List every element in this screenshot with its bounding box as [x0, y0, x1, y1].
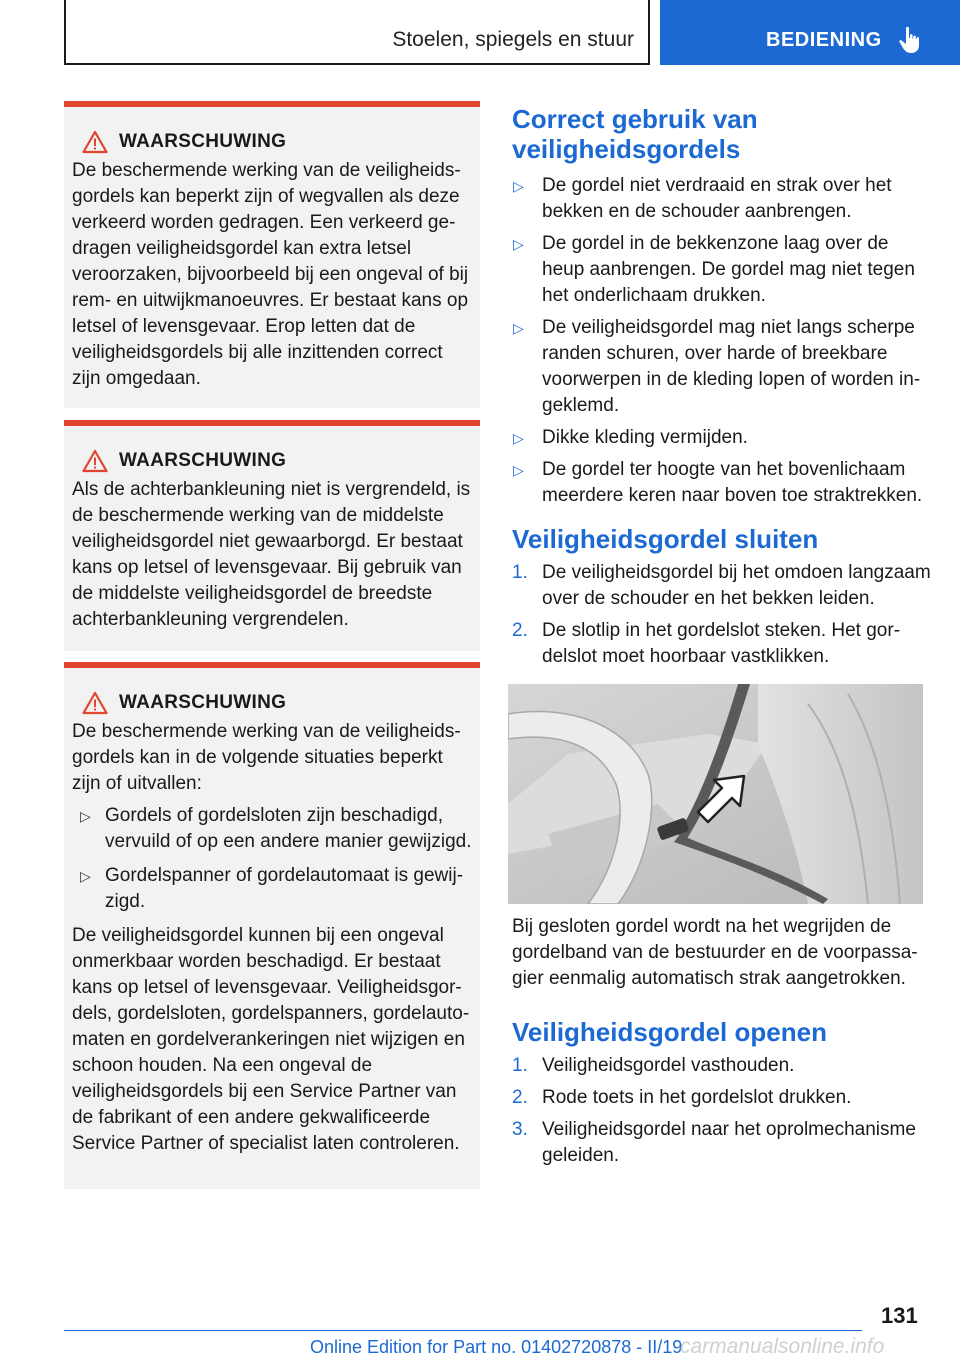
section-heading: Correct gebruik van veiligheidsgordels — [512, 104, 758, 164]
footer-edition: Online Edition for Part no. 01402720878 - II/19 — [310, 1337, 683, 1357]
warning-text: Als de achterbankleuning niet is vergrendeld, is de beschermende werking van de middelste veiligheidsgordel niet gewaarborgd. Er bestaat kans op letsel of levensgevaar. Bij gebruik van de middelste veiligheidsgordel de breedste achterbankleuning vergrendelen. — [72, 479, 471, 630]
warning-outro: De veiligheidsgordel kunnen bij een ongeval onmerkbaar worden beschadigd. Er bestaat kans op letsel of levensgevaar. Veiligheidsgordels, gordelsloten, gordelspanners, gordelautomaten en gordelverankeringen niet wijzigen en schoon houden. Na een ongeval de veiligheidsgordels bij een Service Partner van de fabrikant of een andere gekwalificeerde Service Partner of specialist laten controleren. — [72, 925, 470, 1154]
open-belt-section — [512, 1017, 932, 1175]
seatbelt-photo — [508, 684, 923, 904]
warning-triangle-icon — [82, 449, 108, 473]
list-item: 1. Veiligheidsgordel vasthouden. — [512, 1055, 795, 1076]
header-chapter-tab — [660, 0, 960, 65]
close-belt-section — [512, 524, 932, 676]
close-belt-caption: Bij gesloten gordel wordt na het wegrijden de gordelband van de bestuurder en de voorpassagier eenmalig automatisch strak aangetrokken. — [512, 916, 918, 989]
section-heading: Veiligheidsgordel sluiten — [512, 524, 819, 554]
warning-box-1 — [64, 101, 480, 408]
seatbelt-illustration — [508, 684, 923, 904]
list-item: ▷ Dikke kleding vermijden. — [512, 425, 932, 451]
list-item: 2. De slotlip in het gordelslot steken. Het gordelslot moet hoorbaar vastklikken. — [512, 620, 901, 667]
triangle-bullet-icon: ▷ — [80, 808, 91, 824]
header-section-tab — [64, 0, 650, 65]
list-item: 3. Veiligheidsgordel naar het oprolmechanisme geleiden. — [512, 1119, 916, 1166]
list-item: 1. De veiligheidsgordel bij het omdoen langzaam over de schouder en het bekken leiden. — [512, 562, 931, 609]
open-belt-steps — [512, 1053, 932, 1169]
warning-title: WAARSCHUWING — [119, 450, 287, 471]
list-item: ▷ De gordel ter hoogte van het bovenlichaam meerdere keren naar boven toe straktrekken. — [513, 459, 923, 506]
warning-box-3 — [64, 662, 480, 1189]
warning-box-2 — [64, 420, 480, 651]
list-item: ▷ De gordel in de bekkenzone laag over de heup aanbrengen. De gordel mag niet tegen het onderlichaam drukken. — [513, 233, 915, 306]
triangle-bullet-icon: ▷ — [513, 320, 524, 336]
warning-title: WAARSCHUWING — [119, 692, 287, 713]
hand-pointer-icon — [898, 26, 922, 54]
triangle-bullet-icon: ▷ — [513, 462, 524, 478]
triangle-bullet-icon: ▷ — [513, 178, 524, 194]
list-item: ▷ Gordels of gordelsloten zijn beschadigd, vervuild of op een andere manier gewijzigd. — [80, 805, 472, 852]
correct-use-list — [512, 173, 932, 509]
footer-divider — [64, 1330, 862, 1331]
list-item: 2. Rode toets in het gordelslot drukken. — [512, 1087, 852, 1108]
warning-title: WAARSCHUWING — [119, 131, 287, 152]
watermark: carmanualsonline.info — [680, 1335, 885, 1358]
triangle-bullet-icon: ▷ — [513, 236, 524, 252]
chapter-title: BEDIENING — [766, 29, 882, 51]
close-belt-steps — [512, 560, 932, 670]
correct-use-section — [512, 104, 932, 515]
triangle-bullet-icon: ▷ — [80, 868, 91, 884]
warning-triangle-icon — [82, 691, 108, 715]
section-title: Stoelen, spiegels en stuur — [392, 28, 634, 51]
list-item: ▷ De veiligheidsgordel mag niet langs scherpe randen schuren, over harde of breekbare voorwerpen in de kleding lopen of worden ingeklemd. — [513, 317, 921, 416]
triangle-bullet-icon: ▷ — [513, 430, 524, 446]
warning-triangle-icon — [82, 130, 108, 154]
warning-list — [72, 803, 472, 915]
section-heading: Veiligheidsgordel openen — [512, 1017, 827, 1047]
page-number: 131 — [881, 1303, 918, 1328]
list-item: ▷ Gordelspanner of gordelautomaat is gewijzigd. — [80, 865, 464, 912]
warning-intro: De beschermende werking van de veiligheidsgordels kan in de volgende situaties beperkt zijn of uitvallen: — [72, 721, 461, 794]
warning-text: De beschermende werking van de veiligheidsgordels kan beperkt zijn of wegvallen als deze verkeerd worden gedragen. Een verkeerd gedragen veiligheidsgordel kan extra letsel veroorzaken, bijvoorbeeld bij een ongeval of bij rem- en uitwijkmanoeuvres. Er bestaat kans op letsel of levensgevaar. Erop letten dat de veiligheidsgordels bij alle inzittenden correct zijn omgedaan. — [72, 160, 469, 389]
list-item: ▷ De gordel niet verdraaid en strak over het bekken en de schouder aanbrengen. — [513, 175, 892, 222]
